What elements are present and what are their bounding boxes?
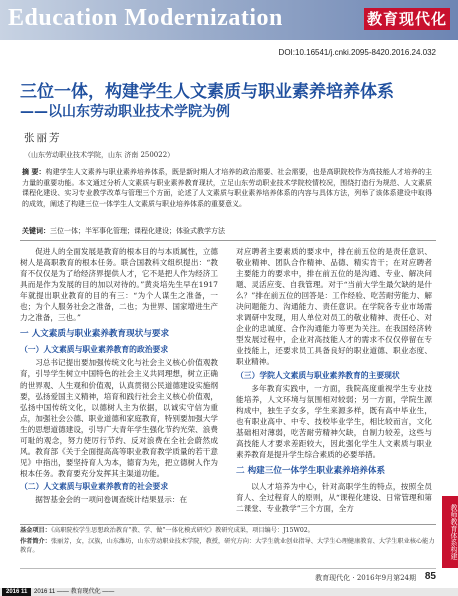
section-1-1-heading: （一）人文素质与职业素养教育的政治要求 bbox=[20, 345, 169, 355]
keywords bbox=[22, 226, 432, 236]
fund-text: 《高职院校学生思想政治教育“教、学、做”一体化模式研究》教研究成果，项目编号：J15W02。 bbox=[50, 527, 314, 534]
section-1-1-paragraph: 习总书记提出要加强传统文化与社会主义核心价值观教育，引导学生树立中国特色的社会主义共同理想，树立正确的世界观、人生观和价值观，认真贯彻公民道德建设实施纲要，弘扬爱国主义精神，培育和践行社会主义核心价值观，弘扬中国传统文化，以德树人主为依据，以诚实守信为重点，加强社会公德、职业道德和家庭教育，特别要加强大学生的思想道德建设，引导广大青年学生强化节约光荣、浪费可耻的观念，努力使厉行节约、反对浪费在全社会蔚然成风。教育部《关于全面提高高等职业教育教学质量的若干意见》中指出，要坚持育人为本，德育为先，把立德树人作为根本任务。教育要充分发挥其主渠道功能。 bbox=[20, 358, 218, 478]
section-1-3-heading: （三）学院人文素质与职业素养教育的主要现状 bbox=[236, 370, 400, 380]
article-author: 张丽芳 bbox=[24, 132, 62, 144]
body-column-right bbox=[236, 246, 432, 514]
fund-footnote bbox=[20, 527, 436, 536]
abstract bbox=[22, 167, 432, 209]
abstract-label: 摘 要： bbox=[22, 168, 46, 176]
fund-label: 基金项目： bbox=[20, 527, 51, 534]
author-bio-label: 作者简介： bbox=[20, 538, 51, 545]
divider bbox=[20, 524, 436, 525]
article-subtitle: ——以山东劳动职业技术学院为例 bbox=[20, 104, 230, 120]
page-number: 85 bbox=[424, 571, 436, 582]
author-bio-footnote bbox=[20, 538, 436, 556]
journal-banner bbox=[0, 0, 458, 40]
section-2-paragraph: 以人才培养为中心，针对高职学生的特点，按照全员育人、全过程育人的原则，从“课程化建设、日常管理和第二课堂、专业教学”三个方面，全方 bbox=[236, 481, 432, 514]
keywords-text: 三位一体；半军事化管理；课程化建设；体验式教学方法 bbox=[50, 227, 225, 235]
strip-meta: 2016 11 —— 教育现代化 —— bbox=[34, 589, 115, 595]
banner-title: Education Modernization bbox=[8, 5, 283, 31]
section-2-heading: 二 构建三位一体学生职业素养培养体系 bbox=[236, 465, 386, 476]
section-1-3-paragraph: 多年教育实践中，一方面，我院高度重视学生专业技能培养，人文环境与氛围相对较弱；另一方面，学院生源构成中，独生子女多，学生来源多样，既有高中毕业生，也有职业高中、中专、技校毕业学生，相比较而言，文化基础相对薄弱，吃苦耐劳精神欠缺，自制力较差，这些与高技能人才要求差距较大，因此强化学生人文素质与职业素养教育是提升学生综合素质的必要举措。 bbox=[236, 383, 432, 459]
article-title: 三位一体，构建学生人文素质与职业素养培养体系 bbox=[20, 82, 394, 102]
journal-brand-logo: 教育现代化 bbox=[364, 8, 450, 30]
section-1-2-heading: （二）人文素质与职业素养教育的社会要求 bbox=[20, 481, 169, 491]
doi-label: DOI:10.16541/j.cnki.2095-8420.2016.24.032 bbox=[278, 48, 436, 57]
divider bbox=[20, 568, 436, 569]
strip-tag: 2016 11 bbox=[2, 588, 31, 596]
abstract-text: 构建学生人文素养与职业素养培养体系，既是新时期人才培养的政治需要、社会需要，也是高职院校作为高技能人才培养的主力量的重要功能。本文通过分析人文素质与职业素养教育现状，立足山东劳动职业技术学院校情校况，围绕打造行为规范、人文素质课程化建设、实习专业教学改革与管理三个方面，论述了人文素质与职业素养培养体系的内容与具体方法，列举了该体系建设中取得的成效，阐述了构建三位一体学生人文素质与职业培养体系的重要意义。 bbox=[22, 168, 432, 208]
continued-paragraph: 对应聘者主要素质的要求中，排在前五位的是责任意识、敬业精神、团队合作精神、品德、精实肯干；在对应聘者主要能力的要求中，排在前五位的是沟通、专业、解决问题、灵活应变、自我管理。对于“当前大学生最欠缺的是什么？”排在前五位的回答是：工作经验、吃苦耐劳能力、解决问题能力、沟通能力、责任意识。在学院各专业市场需求调研中发现，用人单位对员工的敬业精神、责任心、对企业的忠诚度、合作沟通能力等更为关注。在我国经济转型发展过程中，企业对高技能人才的需求不仅仅停留在专业技能上，还要求员工具备良好的职业道德、职业态度、职业精神。 bbox=[236, 247, 432, 367]
keywords-label: 关键词： bbox=[22, 227, 50, 235]
section-side-tab: 教师教育体系构建 bbox=[442, 496, 458, 568]
divider bbox=[20, 240, 436, 241]
section-1-heading: 一 人文素质与职业素养教育现状与要求 bbox=[20, 329, 170, 340]
section-1-2-paragraph: 据智基金会的一项问卷调查统计结果显示：在 bbox=[35, 494, 188, 504]
author-bio-text: 张丽芳，女，汉族，山东潍坊，山东劳动职业技术学院，教授，研究方向：大学生就业创业指导、大学生心理健康教育、大学生职业核心能力教育。 bbox=[20, 538, 435, 554]
intro-paragraph: 促进人的全面发展是教育的根本目的与本质属性，立德树人是高职教育的根本任务。联合国教科文组织提出：“教育不仅仅是为了给经济界提供人才，它不是把人作为经济工具而是作为发展的目的加以对待的。”黄炎培先生早在1917年就提出职业教育的目的有三：“为个人谋生之准备，一也；为个人服务社会之准备，二也；为世界、国家增进生产力之准备，三也。” bbox=[20, 247, 218, 323]
scan-strip bbox=[0, 588, 458, 596]
author-affiliation: （山东劳动职业技术学院，山东 济南 250022） bbox=[24, 151, 175, 159]
journal-issue-label: 教育现代化 · 2016年9月第24期 bbox=[315, 574, 416, 582]
body-column-left bbox=[20, 246, 218, 505]
